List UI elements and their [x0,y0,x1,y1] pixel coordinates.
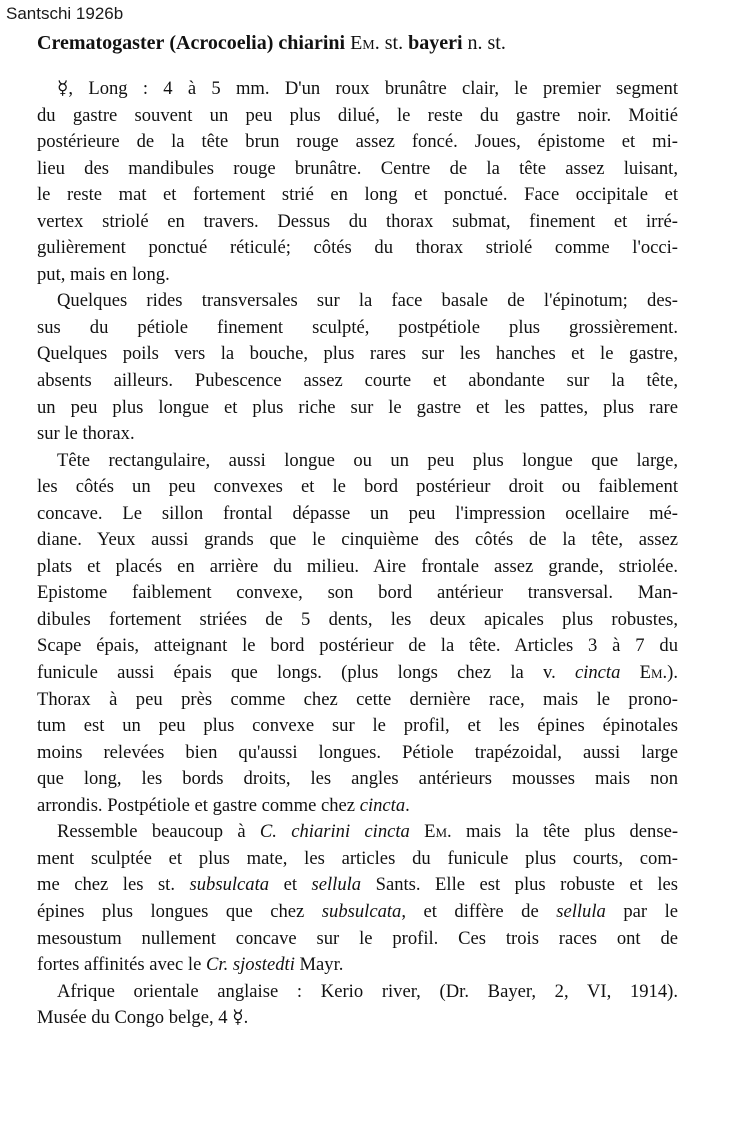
text-line [37,660,678,687]
line-text: vertex striolé en travers. Dessus du thorax submat, finement et irré- [37,210,678,232]
line-text: Quelques poils vers la bouche, plus rares sur les hanches et le gastre, [37,343,678,365]
line-text: arrondis. Postpétiole et gastre comme chez [37,794,360,816]
taxon-name: sellula [311,874,362,896]
text-line [37,235,678,262]
taxon-name: subsulcata [189,874,270,896]
text-line [37,474,678,501]
text-line [37,926,678,953]
line-text: un peu plus longue et plus riche sur le gastre et les pattes, plus rare [37,396,678,418]
line-text: dibules fortement striées de 5 dents, les deux apicales plus robustes, [37,608,678,630]
text-line [37,182,678,209]
text-line [37,129,678,156]
line-text: mais la tête plus dense- [451,821,679,843]
line-text: Tête rectangulaire, aussi longue ou un peu plus longue que large, [57,449,678,471]
text-line [37,554,678,581]
text-line [37,872,678,899]
line-text: mesoustum nullement concave sur le profil. Ces trois races ont de [37,927,678,949]
line-text: ). [667,662,678,684]
line-text: put, mais en long. [37,263,170,285]
text-line [37,952,678,979]
text-line [37,580,678,607]
line-text: le reste mat et fortement strié en long et ponctué. Face occipitale et [37,184,678,206]
line-text: Mayr. [294,954,344,976]
text-line [37,979,678,1006]
line-text: Scape épais, atteignant le bord postérieur de la tête. Articles 3 à 7 du [37,635,678,657]
line-text: du gastre souvent un peu plus dilué, le reste du gastre noir. Moitié [37,104,678,126]
text-line [37,1005,678,1032]
line-text: Thorax à peu près comme chez cette dernière race, mais le prono- [37,688,678,710]
line-text: fortes affinités avec le [37,954,206,976]
line-text: postérieure de la tête brun rouge assez foncé. Joues, épistome et mi- [37,131,678,153]
text-line [37,288,678,315]
text-line [37,209,678,236]
text-line [37,262,678,289]
rank-abbrev: st. [384,32,404,54]
line-text: et [269,874,312,896]
genus-name: Crematogaster [37,32,165,54]
author-abbrev: Em. [409,821,452,843]
line-text: tum est un peu plus convexe sur le profil, et les épines épinotales [37,715,678,737]
text-line [37,819,678,846]
line-text: Afrique orientale anglaise : Kerio river, (Dr. Bayer, 2, VI, 1914). [57,980,678,1002]
line-text: diane. Yeux aussi grands que le cinquième des côtés de la tête, assez [37,529,678,551]
line-text: sus du pétiole finement sculpté, postpétiole plus grossièrement. [37,316,678,338]
line-text: Epistome faiblement convexe, son bord antérieur transversal. Man- [37,582,678,604]
text-line [37,501,678,528]
line-text: gulièrement ponctué réticulé; côtés du thorax striolé comme l'occi- [37,237,678,259]
text-line [37,607,678,634]
text-line [37,315,678,342]
text-line [37,103,678,130]
line-text: moins relevées bien qu'aussi longues. Pétiole trapézoidal, aussi large [37,741,678,763]
taxon-name: cincta [574,662,621,684]
text-line [37,633,678,660]
line-text: absents ailleurs. Pubescence assez courte et abondante sur la tête, [37,370,678,392]
taxon-name: C. chiarini cincta [259,821,410,843]
line-text: , et diffère de [401,900,557,922]
line-text: me chez les st. [37,874,190,896]
taxon-name: Cr. sjostedti [206,954,295,976]
line-text: que long, les bords droits, les angles antérieurs mousses mais non [37,768,678,790]
line-text: concave. Le sillon frontal dépasse un peu l'impression ocellaire mé- [37,502,678,524]
line-text: . [405,794,410,816]
text-line [37,740,678,767]
text-line [37,156,678,183]
line-text: ment sculptée et plus mate, les articles du funicule plus courts, com- [37,847,678,869]
line-text: par le [605,900,678,922]
line-text: Sants. Elle est plus robuste et les [361,874,678,896]
line-text: funicule aussi épais que longs. (plus longs chez la v. [37,662,575,684]
text-line [37,421,678,448]
taxon-name: subsulcata [321,900,402,922]
line-text: plats et placés en arrière du milieu. Aire frontale assez grande, striolée. [37,555,678,577]
description-text [37,76,678,1032]
text-line [37,527,678,554]
taxon-name: sellula [556,900,606,922]
line-text: Ressemble beaucoup à [57,821,260,843]
species-author: Em. [350,32,380,54]
text-line [37,395,678,422]
text-line [37,766,678,793]
text-line [37,687,678,714]
line-text: épines plus longues que chez [37,900,322,922]
line-text: lieu des mandibules rouge brunâtre. Centre de la tête assez luisant, [37,157,678,179]
text-line [37,899,678,926]
text-line [37,448,678,475]
line-text: Musée du Congo belge, 4 ☿. [37,1007,249,1029]
text-line [37,846,678,873]
text-line [37,793,678,820]
species-name: chiarini [278,32,346,54]
taxon-heading [37,32,727,55]
new-status: n. st. [467,32,506,54]
line-text: sur le thorax. [37,423,135,445]
text-line [37,368,678,395]
line-text: Quelques rides transversales sur la face basale de l'épinotum; des- [57,290,678,312]
author-abbrev: Em. [620,662,668,684]
subgenus-name: (Acrocoelia) [169,32,274,54]
line-text: les côtés un peu convexes et le bord postérieur droit ou faiblement [37,476,678,498]
text-line [37,713,678,740]
subspecies-name: bayeri [408,32,463,54]
text-line [37,341,678,368]
page-label: Santschi 1926b [6,4,124,23]
text-line [37,76,678,103]
taxon-name: cincta [359,794,406,816]
line-text: ☿, Long : 4 à 5 mm. D'un roux brunâtre clair, le premier segment [57,78,678,99]
